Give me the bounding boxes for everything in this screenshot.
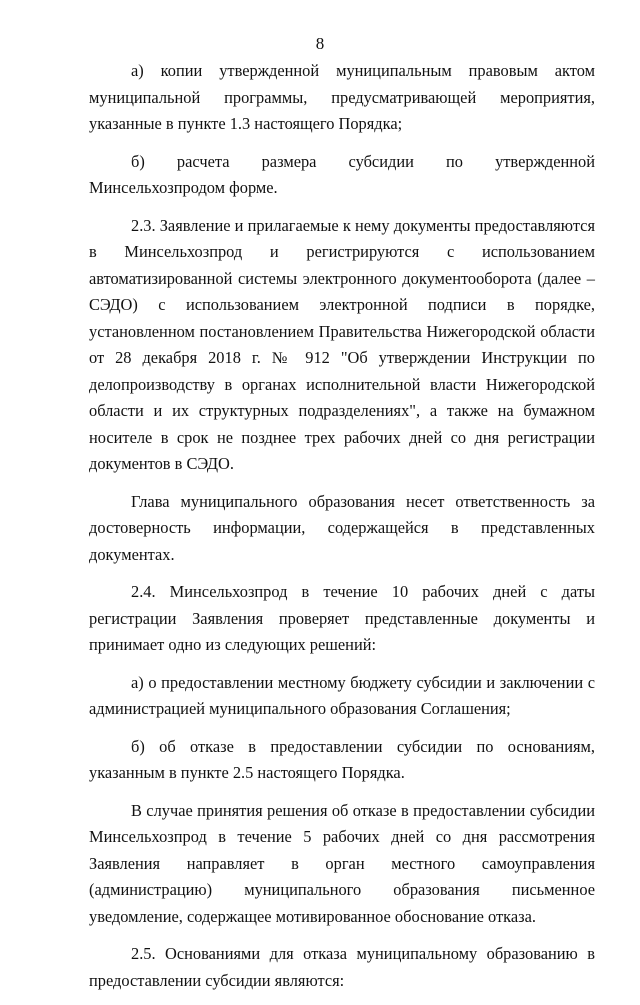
paragraph-item-b-calculation: б) расчета размера субсидии по утвержденной Минсельхозпродом форме. <box>89 151 595 197</box>
paragraph-refusal-notice: В случае принятия решения об отказе в предоставлении субсидии Минсельхозпрод в течение 5 рабочих дней со дня рассмотрения Заявления направляет в орган местного самоуправления (администрацию) муниципального образования письменное уведомление, содержащее мотивированное обоснование отказа. <box>89 800 595 926</box>
paragraph-2-4: 2.4. Минсельхозпрод в течение 10 рабочих дней с даты регистрации Заявления проверяет представленные документы и принимает одно из следующих решений: <box>89 582 595 654</box>
paragraph-2-5: 2.5. Основаниями для отказа муниципальному образованию в предоставлении субсидии являются: <box>89 944 595 990</box>
paragraph-decision-b: б) об отказе в предоставлении субсидии по основаниям, указанным в пункте 2.5 настоящего Порядка. <box>89 736 595 782</box>
paragraph-2-3: 2.3. Заявление и прилагаемые к нему документы предоставляются в Минсельхозпрод и регистрируются с использованием автоматизированной системы электронного документооборота (далее – СЭДО) с использованием электронной подписи в порядке, установленном постановлением Правительства Нижегородской области от 28 декабря 2018 г. № 912 "Об утверждении Инструкции по делопроизводству в органах исполнительной власти Нижегородской области и их структурных подразделениях", а также на бумажном носителе в срок не позднее трех рабочих дней со дня регистрации документов в СЭДО. <box>89 215 595 473</box>
paragraph-decision-a: а) о предоставлении местному бюджету субсидии и заключении с администрацией муниципального образования Соглашения; <box>89 672 595 718</box>
paragraph-item-a-copies: а) копии утвержденной муниципальным правовым актом муниципальной программы, предусматривающей мероприятия, указанные в пункте 1.3 настоящего Порядка; <box>89 61 595 133</box>
page-number: 8 <box>315 34 325 53</box>
paragraph-head-responsibility: Глава муниципального образования несет ответственность за достоверность информации, содержащейся в представленных документах. <box>89 491 595 564</box>
document-body <box>89 58 595 1005</box>
